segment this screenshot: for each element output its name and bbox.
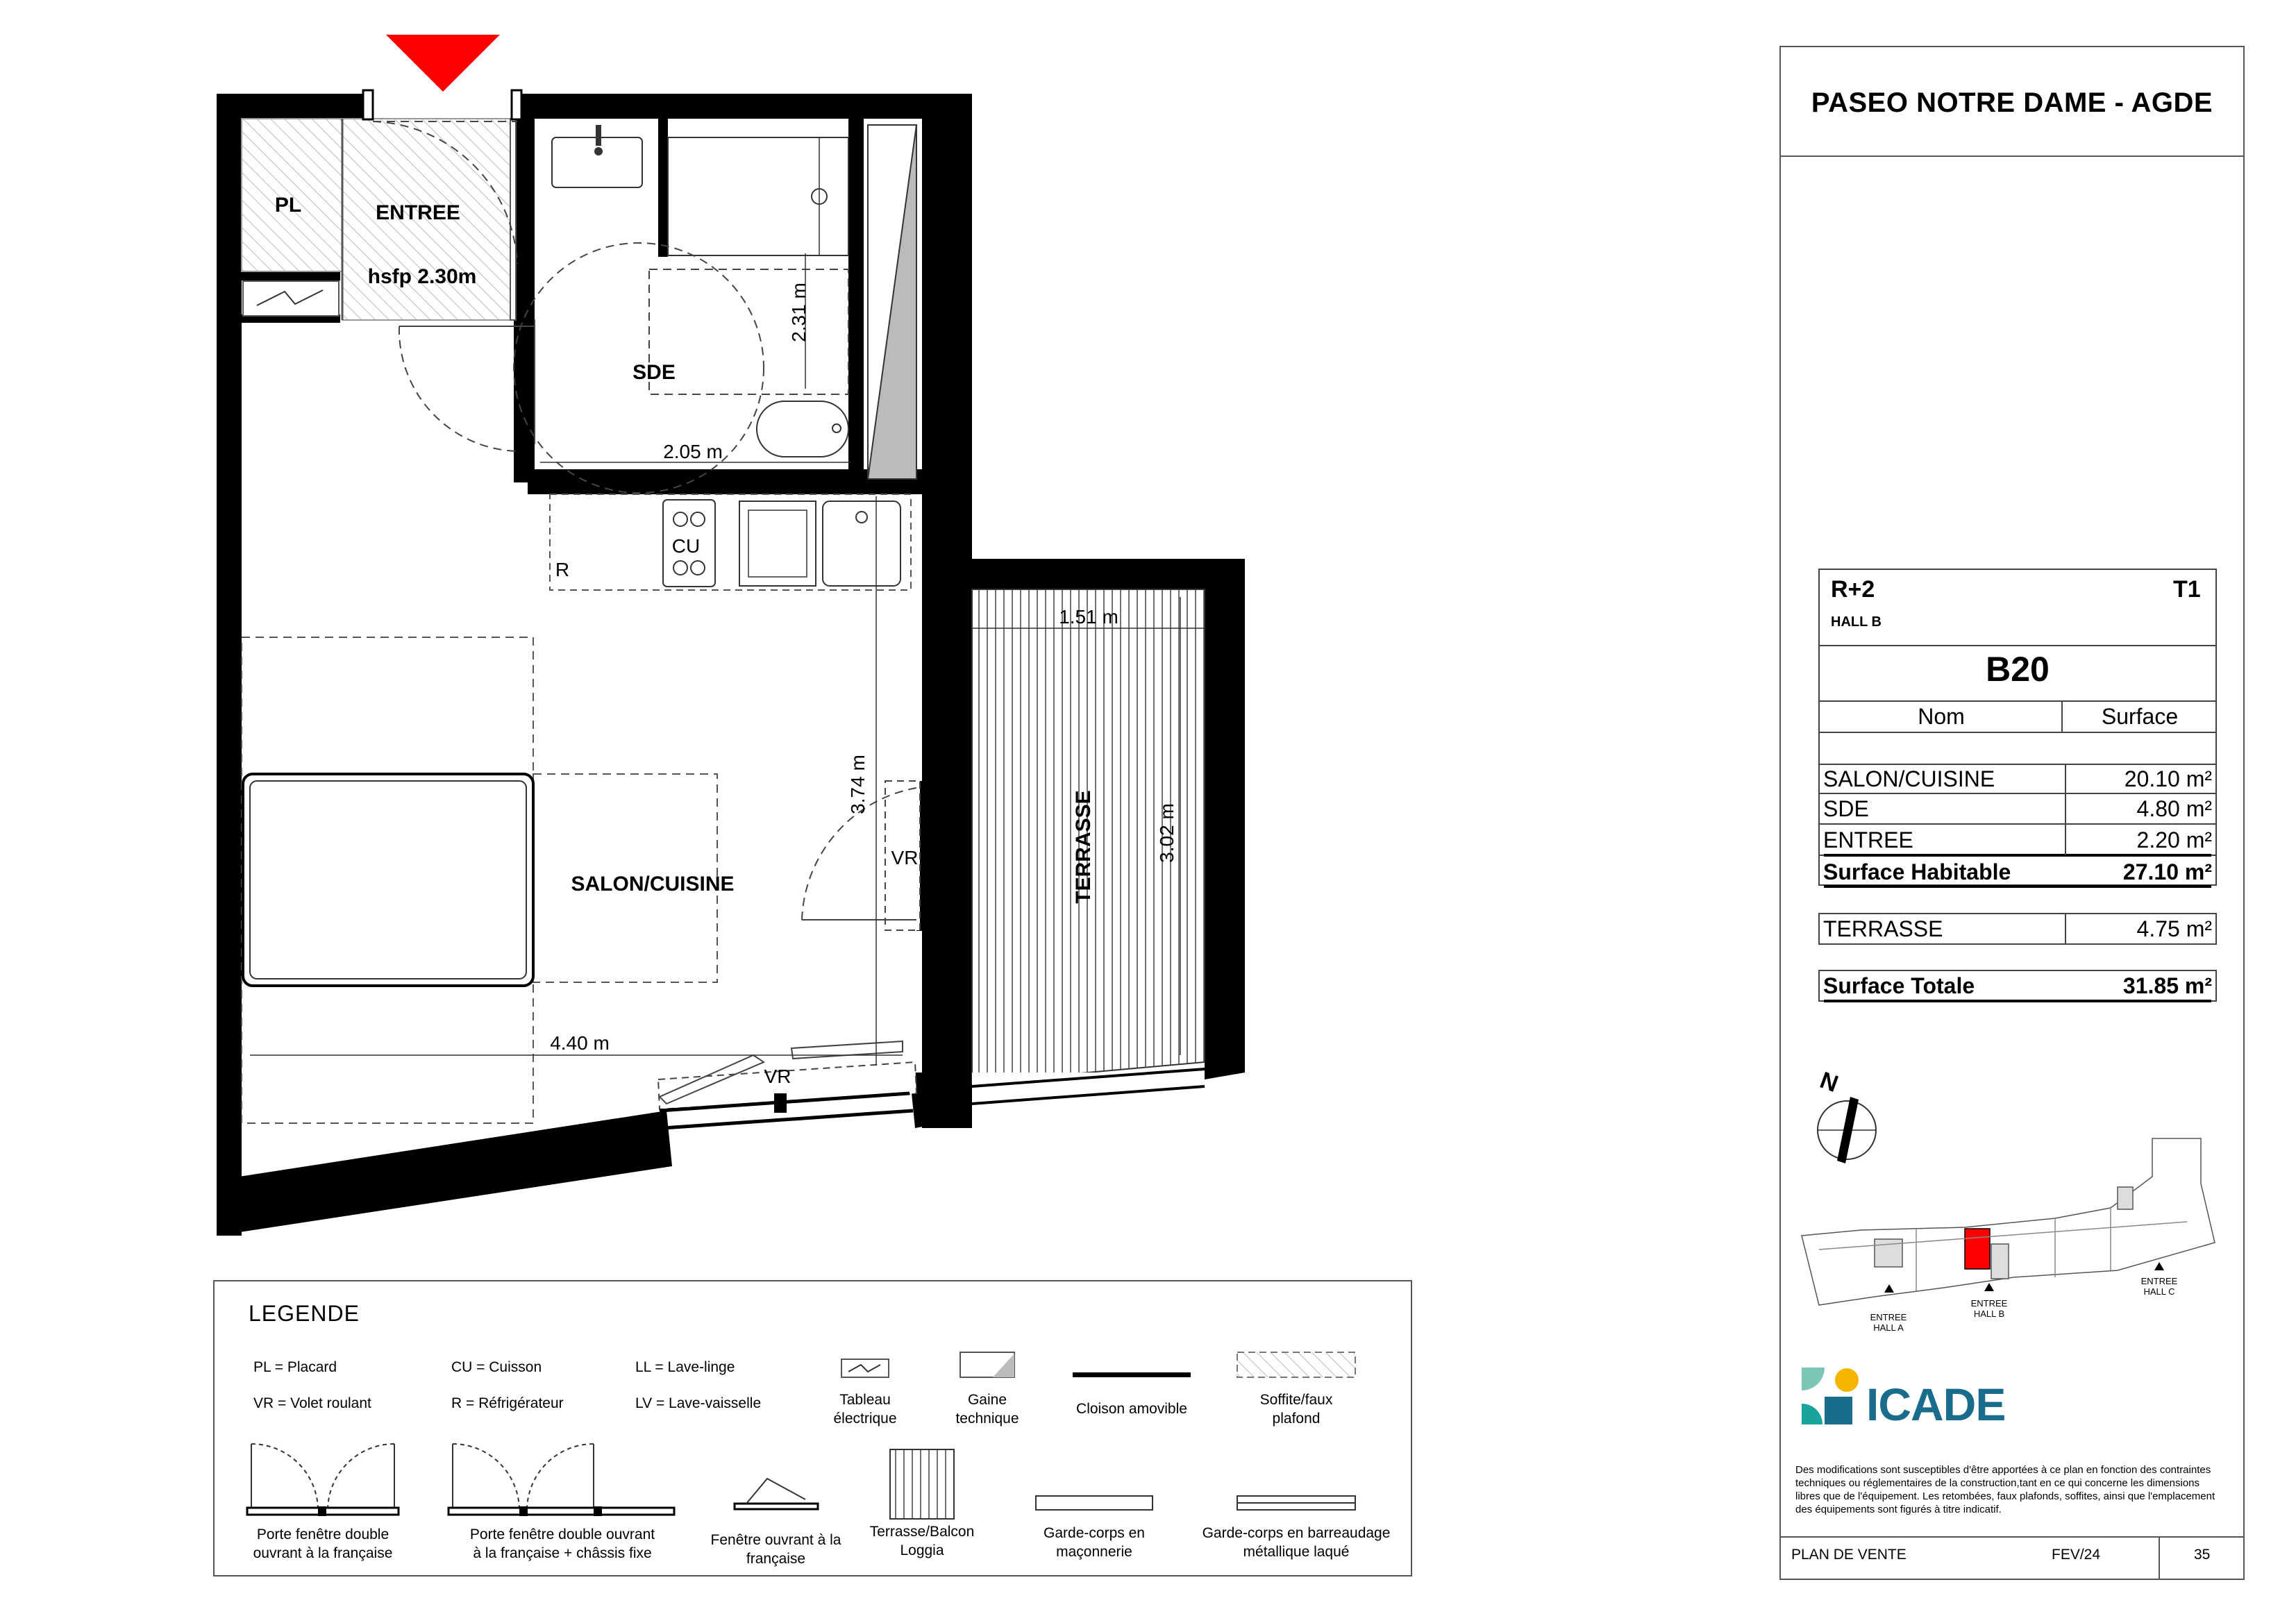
level-label: R+2: [1831, 576, 1875, 603]
dim-3-74: 3.74 m: [847, 755, 869, 814]
vr-bottom-label: VR: [764, 1066, 791, 1087]
table-row: [1819, 794, 2216, 825]
entree-hall-b: ENTREE HALL B: [1970, 1298, 2008, 1319]
dim-1-51: 1.51 m: [1059, 606, 1118, 628]
legend-fenetre: Fenêtre ouvrant à la française: [710, 1532, 841, 1567]
dim-2-31: 2.31 m: [788, 283, 810, 342]
legend-gc-barreaudage: Garde-corps en barreaudage métallique laqué: [1202, 1525, 1391, 1560]
hall-label: HALL B: [1831, 614, 1882, 630]
surface-table-header: [1819, 701, 2216, 732]
sink-icon: [739, 501, 816, 586]
legend-cloison: Cloison amovible: [1076, 1401, 1187, 1417]
table-row: [1819, 970, 2216, 1001]
sde-label: SDE: [632, 361, 676, 384]
col-surface-header: Surface: [2101, 704, 2179, 729]
bed-icon: [243, 774, 533, 986]
table-row: [1819, 914, 2216, 944]
footer-date: FEV/24: [2052, 1547, 2101, 1563]
salon-label: SALON/CUISINE: [571, 873, 735, 895]
table-row: [1819, 825, 2216, 855]
footer-doc: PLAN DE VENTE: [1791, 1547, 1907, 1563]
habitable-value: 27.10 m²: [2122, 859, 2212, 884]
lot-number: B20: [1986, 650, 2050, 689]
terrasse-label: TERRASSE: [1072, 790, 1095, 904]
entree-label: ENTREE: [376, 201, 460, 224]
legend-abbr-r: R = Réfrigérateur: [451, 1395, 564, 1411]
title-box: [1779, 46, 2245, 157]
table-row: [1819, 764, 2216, 794]
north-label: N: [1816, 1066, 1842, 1098]
legend-gaine: Gaine technique: [955, 1392, 1019, 1427]
legend-porte-double: Porte fenêtre double ouvrant à la française: [253, 1527, 393, 1561]
brand-name: ICADE: [1866, 1379, 2006, 1430]
terrasse-label: TERRASSE: [1823, 916, 1943, 941]
legend-abbr-lv: LV = Lave-vaisselle: [635, 1395, 762, 1411]
total-label: Surface Totale: [1823, 973, 1975, 998]
legend-abbr-cu: CU = Cuisson: [451, 1359, 542, 1375]
legend-porte-double-fixe: Porte fenêtre double ouvrant à la française + châssis fixe: [469, 1527, 655, 1561]
entree-hall-c: ENTREE HALL C: [2140, 1276, 2178, 1297]
project-title: PASEO NOTRE DAME - AGDE: [1811, 87, 2213, 118]
dim-2-05: 2.05 m: [663, 441, 723, 462]
dim-4-40: 4.40 m: [550, 1032, 610, 1054]
hsfp-label: hsfp 2.30m: [367, 265, 477, 288]
col-name-header: Nom: [1918, 704, 1965, 729]
room-name: ENTREE: [1823, 827, 1913, 852]
pl-label: PL: [274, 194, 302, 217]
legend-tableau: Tableau électrique: [833, 1392, 897, 1427]
footer-page: 35: [2194, 1547, 2211, 1563]
legend-abbr-vr: VR = Volet roulant: [253, 1395, 371, 1411]
total-value: 31.85 m²: [2122, 973, 2212, 998]
technical-duct: [868, 125, 916, 479]
shower-tray-icon: [668, 137, 848, 255]
vr-window-label: VR: [891, 847, 919, 868]
habitable-row: [1819, 857, 2216, 887]
legend-soffite: Soffite/faux plafond: [1259, 1392, 1333, 1427]
room-surface: 20.10 m²: [2065, 765, 2216, 793]
room-name: SALON/CUISINE: [1823, 766, 1995, 791]
cu-label: CU: [671, 535, 701, 557]
room-surface: 4.80 m²: [2065, 794, 2216, 823]
legend-gc-maconnerie: Garde-corps en maçonnerie: [1044, 1525, 1145, 1560]
entree-hall-a: ENTREE HALL A: [1870, 1312, 1907, 1333]
habitable-label: Surface Habitable: [1823, 859, 2011, 884]
room-surface: 2.20 m²: [2065, 825, 2216, 855]
legend-abbr-pl: PL = Placard: [253, 1359, 337, 1375]
room-name: SDE: [1823, 796, 1869, 821]
legend-abbr-ll: LL = Lave-linge: [635, 1359, 735, 1375]
type-label: T1: [2173, 576, 2201, 603]
terrasse-value: 4.75 m²: [2065, 914, 2216, 944]
legend-title: LEGENDE: [249, 1301, 360, 1326]
r-label: R: [555, 559, 570, 580]
legend-terrasse: Terrasse/Balcon Loggia: [869, 1524, 975, 1558]
dim-3-02: 3.02 m: [1156, 803, 1178, 863]
disclaimer: Des modifications sont susceptibles d'être apportées à ce plan en fonction des contraintes techniques ou réglementaires de la construction,tant en ce qui concerne les dimensions libres que de l'équipement. Les retombées, faux plafonds, soffites, ainsi que l'emplacement des équipements sont figurés à titre indicatif.: [1795, 1464, 2215, 1515]
entry-arrow-icon: [386, 35, 500, 92]
